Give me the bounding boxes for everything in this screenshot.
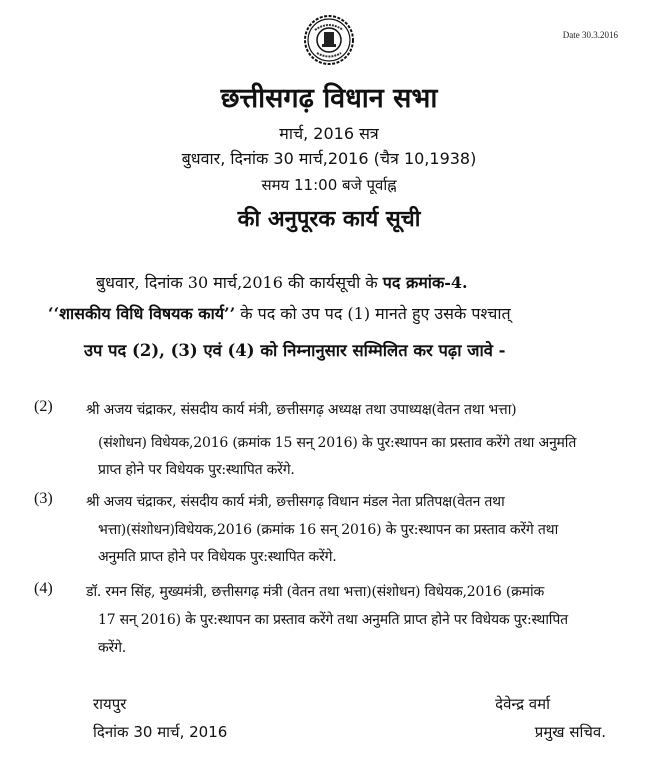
item-number: (3) — [34, 490, 53, 507]
intro-line-1-bold: पद क्रमांक-4. — [382, 273, 468, 292]
footer-date: दिनांक 30 मार्च, 2016 — [93, 723, 228, 741]
item-line: करेंगे. — [98, 640, 127, 656]
signatory-title: प्रमुख सचिव. — [534, 723, 606, 741]
intro-line-2 — [48, 302, 511, 324]
item-line: भत्ता)(संशोधन)विधेयक,2016 (क्रमांक 16 सन् 2016) के पुर:स्थापन का प्रस्ताव करेंगे तथा — [98, 522, 558, 538]
item-line: अनुमति प्राप्त होने पर विधेयक पुर:स्थापित करेंगे. — [98, 549, 337, 565]
intro-line-1-text: बुधवार, दिनांक 30 मार्च,2016 की कार्यसूची के — [96, 273, 383, 292]
document-title: छत्तीसगढ़ विधान सभा — [220, 83, 438, 114]
day-date-line: बुधवार, दिनांक 30 मार्च,2016 (चैत्र 10,1938) — [181, 149, 477, 168]
date-stamp: Date 30.3.2016 — [562, 30, 618, 40]
item-number: (2) — [34, 398, 53, 415]
session-line: मार्च, 2016 सत्र — [279, 124, 379, 143]
time-line: समय 11:00 बजे पूर्वाह्न — [261, 176, 397, 194]
footer-place: रायपुर — [93, 695, 127, 713]
item-number: (4) — [34, 580, 53, 597]
document-subtitle: की अनुपूरक कार्य सूची — [237, 207, 421, 232]
assembly-seal-logo — [303, 14, 355, 66]
item-line: प्राप्त होने पर विधेयक पुर:स्थापित करेंगे. — [98, 462, 295, 478]
signatory-name: देवेन्द्र वर्मा — [495, 695, 550, 713]
item-line: श्री अजय चंद्राकर, संसदीय कार्य मंत्री, छत्तीसगढ़ अध्यक्ष तथा उपाध्यक्ष(वेतन तथा भत्ता) — [86, 402, 517, 418]
intro-line-3: उप पद (2), (3) एवं (4) को निम्नानुसार सम्मिलित कर पढ़ा जावे - — [84, 341, 506, 360]
item-line: श्री अजय चंद्राकर, संसदीय कार्य मंत्री, छत्तीसगढ़ विधान मंडल नेता प्रतिपक्ष(वेतन तथा — [86, 494, 505, 510]
item-line: डॉ. रमन सिंह, मुख्यमंत्री, छत्तीसगढ़ मंत्री (वेतन तथा भत्ता)(संशोधन) विधेयक,2016 (क्रमांक — [86, 584, 545, 600]
intro-line-2-bold: ‘‘शासकीय विधि विषयक कार्य’’ — [48, 304, 236, 323]
item-line: 17 सन् 2016) के पुर:स्थापन का प्रस्ताव करेंगे तथा अनुमति प्राप्त होने पर विधेयक पुर:स्थापित — [98, 612, 568, 628]
item-line: (संशोधन) विधेयक,2016 (क्रमांक 15 सन् 2016) के पुर:स्थापन का प्रस्ताव करेंगे तथा अनुमति — [98, 435, 577, 451]
intro-line-1 — [96, 271, 468, 293]
intro-line-2-text: के पद को उप पद (1) मानते हुए उसके पश्चात् — [235, 304, 511, 323]
